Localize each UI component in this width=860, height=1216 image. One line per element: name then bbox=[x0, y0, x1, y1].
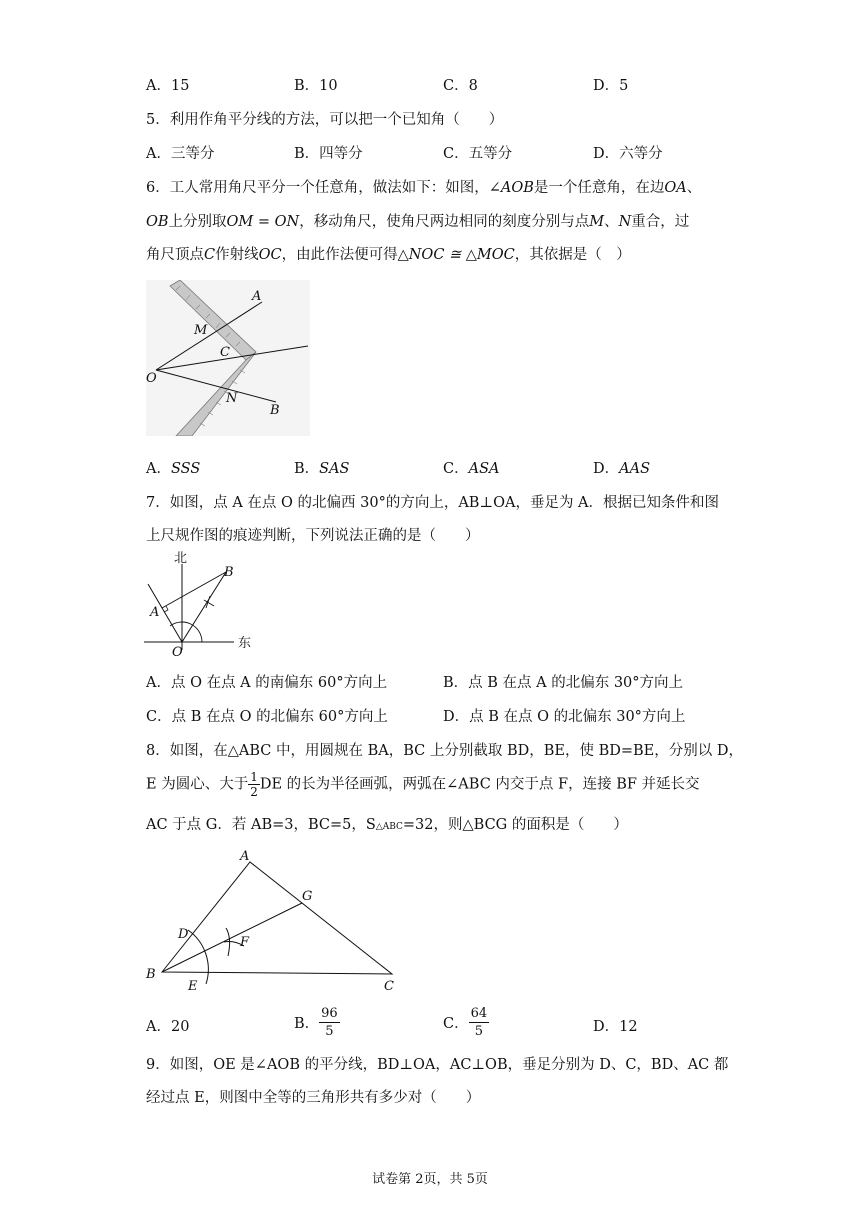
q5-stem: 5．利用作角平分线的方法，可以把一个已知角（ ） bbox=[146, 112, 504, 128]
label-m: M bbox=[194, 323, 208, 338]
q7-line-2: 上尺规作图的痕迹判断，下列说法正确的是（ ） bbox=[146, 528, 480, 544]
q6-option-a: A．SSS bbox=[146, 461, 201, 477]
q8-option-a: A．20 bbox=[146, 1019, 190, 1035]
label-n: N bbox=[226, 391, 238, 406]
q7-option-a: A．点 O 在点 A 的南偏东 60°方向上 bbox=[146, 675, 388, 691]
q7-option-d: D．点 B 在点 O 的北偏东 30°方向上 bbox=[443, 709, 686, 725]
q7-option-c: C．点 B 在点 O 的北偏东 60°方向上 bbox=[146, 709, 388, 725]
q7-line-1: 7．如图，点 A 在点 O 的北偏西 30°的方向上，AB⊥OA，垂足为 A．根据已知条件和图 bbox=[146, 495, 720, 511]
label-c: C bbox=[220, 345, 230, 360]
q8-figure bbox=[140, 846, 402, 996]
q8-line-3: AC 于点 G．若 AB=3，BC=5，S△ABC=32，则△BCG 的面积是（ ） bbox=[146, 817, 628, 833]
label-north: 北 bbox=[174, 551, 188, 566]
label-o: O bbox=[172, 645, 183, 660]
label-a: A bbox=[150, 605, 160, 620]
label-a: A bbox=[240, 849, 250, 864]
label-b: B bbox=[224, 565, 234, 580]
label-b: B bbox=[270, 403, 280, 418]
label-east: 东 bbox=[238, 636, 252, 651]
q6-option-c: C．ASA bbox=[443, 461, 500, 477]
q5-option-b: B．四等分 bbox=[294, 146, 363, 162]
q8-option-b: B． $\frac{96}{5}$ bbox=[294, 1006, 338, 1039]
q5-option-a: A．三等分 bbox=[146, 146, 215, 162]
q6-line-2: OB上分别取OM = ON，移动角尺，使角尺两边相同的刻度分别与点M、N重合，过 bbox=[146, 214, 690, 230]
q8-option-d: D．12 bbox=[593, 1019, 638, 1035]
q6-line-3: 角尺顶点C作射线OC，由此作法便可得△NOC ≅ △MOC，其依据是（ ） bbox=[146, 247, 631, 263]
q8-option-c: C． $\frac{64}{5}$ bbox=[443, 1006, 488, 1039]
label-g: G bbox=[302, 889, 313, 904]
label-b: B bbox=[146, 967, 156, 982]
q6-line-1: 6．工人常用角尺平分一个任意角，做法如下：如图，∠AOB是一个任意角，在边OA、 bbox=[146, 180, 702, 196]
label-d: D bbox=[178, 927, 189, 942]
label-e: E bbox=[188, 979, 198, 994]
q7-option-b: B．点 B 在点 A 的北偏东 30°方向上 bbox=[443, 675, 684, 691]
q4-option-a: A．15 bbox=[146, 78, 190, 94]
q8-line-2: E 为圆心、大于 $\frac{1}{2}$ DE 的长为半径画弧，两弧在∠ABC 内交于点 F，连接 BF 并延长交 bbox=[146, 770, 700, 799]
q5-option-c: C．五等分 bbox=[443, 146, 513, 162]
triangle-abc bbox=[162, 862, 392, 974]
label-f: F bbox=[240, 935, 250, 950]
q9-line-2: 经过点 E，则图中全等的三角形共有多少对（ ） bbox=[146, 1090, 481, 1106]
page-footer: 试卷第 2页，共 5页 bbox=[372, 1172, 488, 1187]
q4-option-c: C．8 bbox=[443, 78, 478, 94]
label-o: O bbox=[146, 371, 157, 386]
angle-arc bbox=[170, 622, 202, 642]
label-a: A bbox=[252, 289, 262, 304]
arc-de bbox=[188, 930, 208, 984]
line-ab bbox=[162, 572, 226, 608]
q6-figure bbox=[146, 280, 310, 436]
q4-option-d: D．5 bbox=[593, 78, 629, 94]
q4-option-b: B．10 bbox=[294, 78, 338, 94]
q5-option-d: D．六等分 bbox=[593, 146, 663, 162]
q7-figure bbox=[140, 550, 260, 660]
q8-line-1: 8．如图，在△ABC 中，用圆规在 BA，BC 上分别截取 BD，BE，使 BD=BE，分别以 D， bbox=[146, 743, 743, 759]
label-c: C bbox=[384, 979, 394, 994]
q9-line-1: 9．如图，OE 是∠AOB 的平分线，BD⊥OA，AC⊥OB，垂足分别为 D、C，BD、AC 都 bbox=[146, 1057, 729, 1073]
q6-option-d: D．AAS bbox=[593, 461, 651, 477]
q6-option-b: B．SAS bbox=[294, 461, 350, 477]
line-ob bbox=[182, 572, 226, 642]
